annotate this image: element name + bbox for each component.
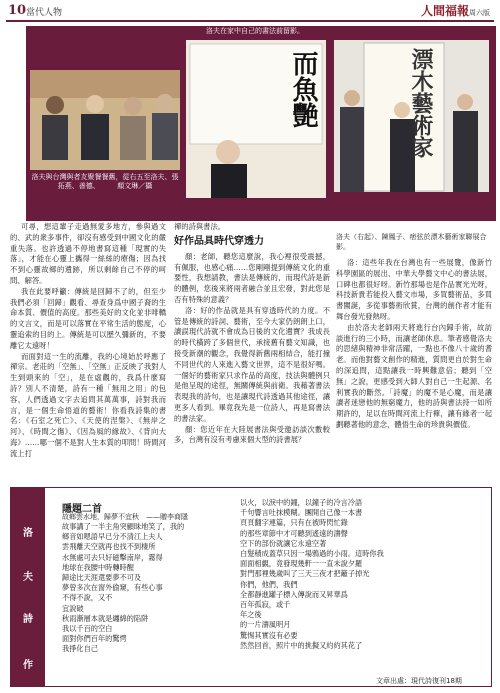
paragraph: 顏：您近年在大陸展書法與受邀訪談次數較多，台灣有沒有考慮來個大型的詩書展？ xyxy=(174,424,330,445)
poem-line: 我掙化自己 xyxy=(62,644,98,654)
poem-line: 年之後 xyxy=(240,610,262,620)
calligraphy-photo xyxy=(186,40,326,198)
paragraph: 由於洛夫老師兩天將進行台內歸手術，故訪談進行的三小時，而讓老師休息。筆者感覺洛夫的思緒與精神非常活躍，一點也不像八十歲的耆老。而他對藝文創作的精進，質問更自於對生命的深追問，這點讓我一時興難意倍；聽到「空無」之說，更感受到大師人對自己一生起源、名利實我的斷然。「詩魔」的魔不是心魔，而是讓讀者迷戀他的無窮魔力，他的詩與書法持一如所期許的，足以在時間河流上行禪，讓有緣者一起劃聽著他的意念，體悟生命的珍貴與價值。 xyxy=(336,322,492,429)
poem-line: 我以千百的空白 xyxy=(62,624,113,634)
poem-line: 地球在我腰中時轉時醒 xyxy=(62,562,134,572)
poem-line: 故事講了一半主角突顧昧地笑了，我的 xyxy=(62,522,185,531)
paragraph: 洛：好的作品就是具有穿透時代的力度。不管是傳統的詩詞、藝術，至今大家仍朗朗上口，讀誤現代詩就不會成為日後的文化遺寶？我成長的時代橫跨了多個世代，承接舊有藝文知識，也接受新潮的觀念，我覺得新舊兩相結合，能打撞不同世代的人來進入藝文世界，這不是很好嗎。一個好的藝術家只求作品的高度，技法與體例只是他呈現的途徑，無關傳統與前衛。我藉著書法表現我的詩句，也是讓現代詩透過其他途徑，讓更多人看到。畢竟我先是一位詩人，再是寫書法的書法家。 xyxy=(174,305,330,423)
article-source: 文章出處：現代詩復刊18期 xyxy=(376,677,462,685)
poem-line: 對門那裡幾歲叫了三天三夜才把籬子掉光 xyxy=(240,569,370,579)
poem-right xyxy=(240,498,488,651)
poem-line: 秋雨漸層本就是纏綿的陷阱 xyxy=(62,613,149,623)
poem-line: 白髮積成蓋草只因一場鴉過的小雨。這時你我 xyxy=(240,549,384,559)
exhibition-photo xyxy=(334,40,489,192)
paragraph: 可尋，想這輩子走過無愛多地方，參與過文的、武的衆多事件，卻沒有感受到中國文化的嚴重失落。也許透過不停地書寫這種「現實的失落」，才能在心靈上攜得一絲絲的療傷；因為找不到心靈故鄉的遺跡，所以剩餘自己不停的呵問、解答。 xyxy=(10,222,166,285)
paragraph: 禪的詩與書法。 xyxy=(174,222,226,231)
calligraphy-photo-caption: 洛夫在家中自己的書法前留影。 xyxy=(206,27,304,35)
side-label-char: 洛 xyxy=(23,528,33,539)
poem-line: 水無處可去只好磁擊南岸，霧得 xyxy=(62,552,163,562)
poem-line: 不得不說，又不 xyxy=(62,593,113,603)
exhibition-photo-caption: 洛夫（右起）、陳鳳子、痞弦於漂木藝術家聯展合影。 xyxy=(336,233,487,251)
poem-line: 面面相覷，竟發現幾軒一一直未說夕羅 xyxy=(240,559,363,569)
poem-line: 然然回首，照片中的挑擬又約約其花了 xyxy=(240,640,363,650)
poem-line: 雲飛離天空就再也找不到棲所 xyxy=(62,542,156,552)
poem-title: 隱題二首 xyxy=(62,504,102,515)
dinner-photo xyxy=(30,70,180,170)
poem-line: 夢曾多次在窗外偷窺，有些心事 xyxy=(62,583,163,593)
poem-line: 全都靜進罐子標入傳說而又昇華爲 xyxy=(240,589,348,599)
side-label-char: 夫 xyxy=(23,572,33,583)
article-column-1 xyxy=(10,222,166,460)
poem-line: 頁頁翻字連篇，只有在被時閃忙錄 xyxy=(240,518,348,528)
poem-line: 面對你們百年的驚愕 xyxy=(62,634,127,644)
poem-line: 的那些章節中才可聽到遙遠的濤聲 xyxy=(240,528,348,538)
page-header xyxy=(0,0,500,22)
poem-line: 鄉音如嗯語早已分不清江上夫人 xyxy=(62,532,163,542)
section-title: 當代人物 xyxy=(26,8,63,18)
poem-line: 你們，他們，我們 xyxy=(240,579,298,589)
calligraphy-chars: 而魚艷 xyxy=(288,50,318,128)
side-label-char: 作 xyxy=(23,660,33,671)
poem-line: 歸途比天涯還要夢不可及 xyxy=(62,573,142,583)
newspaper-logo: 人間福報周六版 xyxy=(420,4,490,18)
dinner-photo-caption: 洛夫與台灣與者友聚餐餐舊，從右五至洛夫、張拓燕、善德、 顏文琳／攝 xyxy=(31,173,179,190)
poem-side-label xyxy=(11,488,45,686)
poem-subtitle: 故鄉雲水地，歸夢不宜秋 ——贈李商隱 xyxy=(62,513,188,521)
poem-line: 以火，以淚中的鐘，以鐘子的冷言冷語 xyxy=(240,498,363,507)
poem-line: 的一片濤風明月 xyxy=(240,620,291,630)
article-column-2 xyxy=(174,222,330,446)
side-label-char: 詩 xyxy=(23,614,33,625)
header-rule xyxy=(6,20,494,22)
article-column-3 xyxy=(336,258,492,431)
page-number: 10 xyxy=(8,3,27,18)
poem-line: 千句響言吐抹模糊。團開自己像一本書 xyxy=(240,508,363,518)
poem-line: 宜說破 xyxy=(62,603,84,613)
poem-line: 百年孤寂，或千 xyxy=(240,600,291,610)
exhibition-banner: 漂木藝術家 xyxy=(408,48,434,158)
paragraph: 洛：這些年我在台灣也有一些展覽，像新竹科學園區的展出、中華大學藝文中心的書法展，口碑也都很好呀。新竹那場也是作品實光光呀，科技新貴若能投入藝文市場，多買藝術品，多買書闖誕，多從事藝術欣賞，台灣的創作者才能有舞台發光發熱呀。 xyxy=(336,258,492,321)
dinner-photo-art xyxy=(30,70,180,170)
paragraph: 顏：老師，聽您這麼說，我心裡很受震撼，有佩服，也感心痛……您剛剛提到傳統文化的重要性，我想請教，書法是傳統的，而現代詩是新的體例，您後來將兩者融合並且宏發，對此您是否有特殊的意義？ xyxy=(174,251,330,304)
paragraph: 我在此要呼籲：傳統是回歸不了的，但至少我們必須「回歸」觀看、尋查身爲中國子裔的生命本質、價值的高度。那些美好的文化並非啡轎的文言文，而是可以落實在平常生活的態度，心靈追索的目的上。傳統是可以歷久彌新的，不要離它太遠呀！ xyxy=(10,286,166,350)
paragraph: 而面對這一生的流離，我的心境始於呼應了禪宗。老莊的「空無」、「空無」正反映了我對人生到頭來的「空」，是在虛觀的，我爲什麼寫詩？別人不清楚，詩有一種「無用之用」的包容，人們透過文字去追問其萬萬事，詩對我而言，是一個生命悟道的藝術！你看我詩集的書名：《石室之死亡》、《天使的涅槃》、《無岸之河》、《時間之傷》、《因為風的緣故》、《背向大海》……哪一個不是對人生本質的叩問！時間河流上打 xyxy=(10,351,166,458)
poem-line: 驚惕其實沒有必要 xyxy=(240,630,298,640)
poem-left xyxy=(62,522,262,655)
subheading: 好作品具時代穿透力 xyxy=(174,235,264,247)
poem-line: 空下的部份就讓它永遠空著 xyxy=(240,538,327,548)
